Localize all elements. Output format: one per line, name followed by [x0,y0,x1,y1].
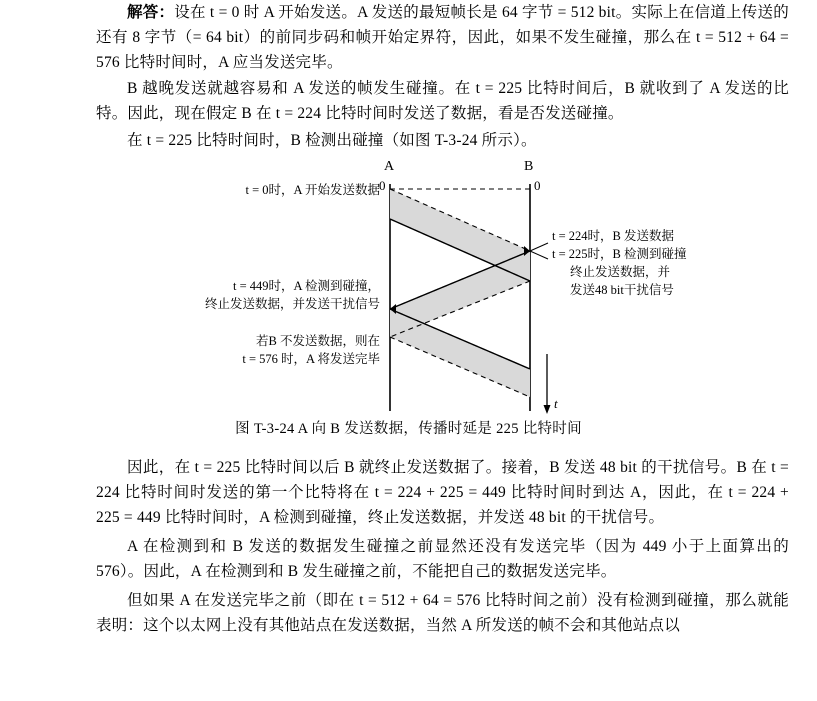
station-b-origin-zero: 0 [534,177,541,193]
figure-label-a-detect: t = 449时，A 检测到碰撞， 终止发送数据，并发送干扰信号 [204,278,380,311]
figure-t-3-24 [0,159,817,449]
time-axis-label: t [554,395,558,411]
paragraph-text: 因此，在 t = 225 比特时间以后 B 就终止发送数据了。接着，B 发送 48 bit 的干扰信号。B 在 t = 224 比特时间时发送的第一个比特将在 t = 224 + 225 = 449 比特时间时到达 A，因此，在 t = 224 + 225 = 449 比特时间时，A 检测到碰撞，终止发送数据，并发送 48 bit 的干扰信号。 [96,458,789,526]
paragraph-figure-intro [0,128,817,153]
station-b-label: B [524,158,534,174]
paragraph-lead-label: 解答： [127,4,175,21]
station-a-origin-zero: 0 [379,177,386,193]
figure-label-b-send-detect: t = 224时，B 发送数据 t = 225时，B 检测到碰撞 终止发送数据，并 发送48 bit干扰信号 [552,228,687,298]
station-a-label: A [384,158,395,174]
paragraph-text: 但如果 A 在发送完毕之前（即在 t = 512 + 64 = 576 比特时间之前）没有检测到碰撞，那么就能表明：这个以太网上没有其他站点在发送数据，当然 A 所发送的帧不会和其他站点以 [96,592,789,635]
paragraph-text: 设在 t = 0 时 A 开始发送。A 发送的最短帧长是 64 字节 = 512 bit。实际上在信道上传送的还有 8 字节（= 64 bit）的前同步码和帧开始定界符，因此，如果不发生碰撞，那么在 t = 512 + 64 = 576 比特时间时，A 应当发送完毕。 [96,4,789,72]
paragraph-text: B 越晚发送就越容易和 A 发送的帧发生碰撞。在 t = 225 比特时间后，B 就收到了 A 发送的比特。因此，现在假定 B 在 t = 224 比特时间时发送了数据，看是否发送碰撞。 [96,80,789,123]
paragraph-text: A 在检测到和 B 发送的数据发生碰撞之前显然还没有发送完毕（因为 449 小于上面算出的 576）。因此，A 在检测到和 B 发生碰撞之前，不能把自己的数据发送完毕。 [96,537,789,581]
paragraph-jam-signal [0,455,817,530]
paragraph-solution [0,0,817,75]
paragraph-no-collision-case [0,588,817,638]
paragraph-collision-timing [0,76,817,126]
paragraph-not-finished [0,534,817,584]
bottom-paragraphs [0,455,817,639]
figure-label-start-send: t = 0时，A 开始发送数据 [245,182,380,197]
paragraph-text: 在 t = 225 比特时间时，B 检测出碰撞（如图 T-3-24 所示）。 [127,131,537,149]
figure-caption: 图 T-3-24 A 向 B 发送数据，传播时延是 225 比特时间 [235,420,582,437]
figure-label-b-no-send: 若B 不发送数据，则在 t = 576 时，A 将发送完毕 [242,333,380,366]
